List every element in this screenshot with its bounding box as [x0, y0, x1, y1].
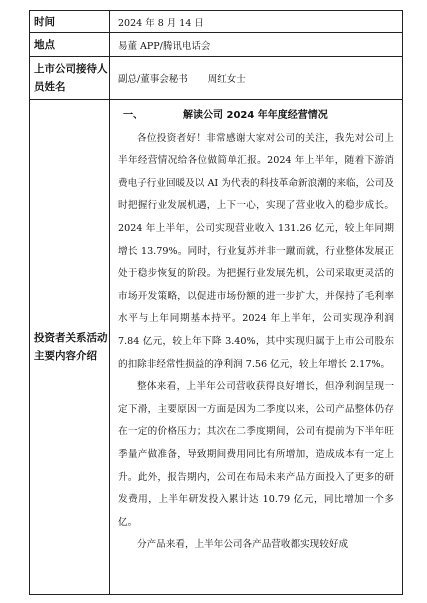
host-row	[30, 57, 403, 100]
section-heading	[118, 105, 394, 128]
time-label: 时间	[30, 11, 110, 33]
host-label-line1: 上市公司接待人	[34, 63, 108, 75]
main-content-row	[30, 100, 403, 595]
time-value: 2024 年 8 月 14 日	[110, 11, 403, 33]
host-name: 周红女士	[207, 74, 246, 85]
investor-relations-record-table	[29, 10, 403, 595]
host-label	[30, 57, 110, 100]
section-title: 解读公司 2024 年年度经营情况	[183, 110, 328, 121]
main-content-label	[30, 100, 110, 595]
main-label-line2: 主要内容介绍	[34, 350, 97, 362]
host-role: 副总/董事会秘书	[118, 74, 188, 85]
place-value: 易董 APP/腾讯电话会	[110, 33, 403, 57]
place-label: 地点	[30, 33, 110, 57]
section-number: 一、	[123, 110, 143, 121]
host-value	[110, 57, 403, 100]
paragraph-3: 分产品来看，上半年公司各产品营收都实现较好成	[137, 539, 349, 551]
main-content-body	[110, 100, 402, 594]
place-row	[30, 33, 403, 57]
time-row	[30, 11, 403, 33]
main-label-line1: 投资者关系活动	[34, 332, 108, 344]
paragraph-1: 各位投资者好！非常感谢大家对公司的关注，我先对公司上半年经营情况给各位做简单汇报。2024 年上半年，随着下游消费电子行业回暖及以 AI 为代表的科技革命新浪潮的来临，公司及时把握行业发展机遇，上下一心，实现了营业收入的稳步成长。2024 年上半年，公司实现营业收入 131.26 亿元，较上年同期增长 13.79%。同时，行业复苏并非一蹴而就，行业整体发展正处于稳步恢复的阶段。为把握行业发展先机，公司采取更灵活的市场开发策略，以促进市场份额的进一步扩大，并保持了毛利率水平与上年同期基本持平。2024 年上半年，公司实现净利润 7.84 亿元，较上年下降 3.40%，其中实现归属于上市公司股东的扣除非经常性损益的净利润 7.56 亿元，较上年增长 2.17%。	[118, 132, 394, 370]
paragraph-2: 整体来看，上半年公司营收获得良好增长，但净利润呈现一定下滑，主要原因一方面是因为二季度以来，公司产品整体仍存在一定的价格压力；其次在二季度期间，公司有提前为下半年旺季量产做准备，导致期间费用同比有所增加，造成成本有一定上升。此外，报告期内，公司在布局未来产品方面投入了更多的研发费用，上半年研发投入累计达 10.79 亿元，同比增加一个多亿。	[118, 381, 394, 528]
host-label-line2: 员姓名	[34, 81, 66, 93]
main-content-cell	[110, 100, 403, 595]
